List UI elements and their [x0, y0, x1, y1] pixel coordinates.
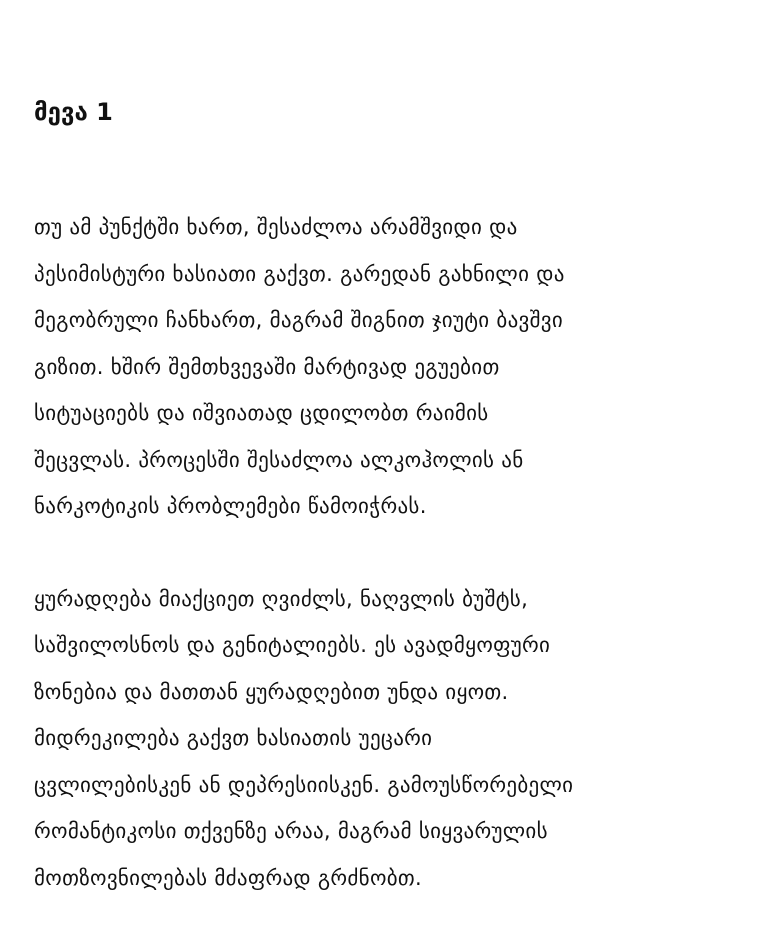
text-line: საშვილოსნოს და გენიტალიებს. ეს ავადმყოფური — [34, 633, 551, 657]
text-line: ნარკოტიკის პრობლემები წამოიჭრას. — [34, 494, 427, 518]
text-line: მოთზოვნილებას მძაფრად გრძნობთ. — [34, 865, 423, 890]
text-line: შეცვლას. პროცესში შესაძლოა ალკოჰოლის ან — [34, 447, 524, 472]
text-line: მიდრეკილება გაქვთ ხასიათის უეცარი — [34, 726, 433, 750]
paragraph-personality — [34, 204, 734, 530]
paragraph-spacer — [34, 530, 734, 576]
paragraph-health — [34, 576, 734, 902]
document-page — [34, 90, 734, 901]
text-line: ცვლილებისკენ ან დეპრესიისკენ. გამოუსწორებელი — [34, 772, 574, 797]
text-line: პესიმისტური ხასიათი გაქვთ. გარედან გახნილი და — [34, 261, 565, 286]
text-line: გიზით. ხშირ შემთხვევაში მარტივად ეგუებით — [34, 354, 500, 379]
text-line: სიტუაციებს და იშვიათად ცდილობთ რაიმის — [34, 401, 489, 425]
text-line: ზონებია და მათთან ყურადღებით უნდა იყოთ. — [34, 679, 509, 704]
section-heading: მევა 1 — [34, 98, 113, 126]
text-line: რომანტიკოსი თქვენზე არაა, მაგრამ სიყვარულის — [34, 819, 548, 843]
text-line: ყურადღება მიაქციეთ ღვიძლს, ნაღვლის ბუშტს, — [34, 586, 529, 611]
text-line: თუ ამ პუნქტში ხართ, შესაძლოა არამშვიდი და — [34, 215, 518, 239]
text-line: მეგობრული ჩანხართ, მაგრამ შიგნით ჯიუტი ბავშვი — [34, 308, 564, 332]
